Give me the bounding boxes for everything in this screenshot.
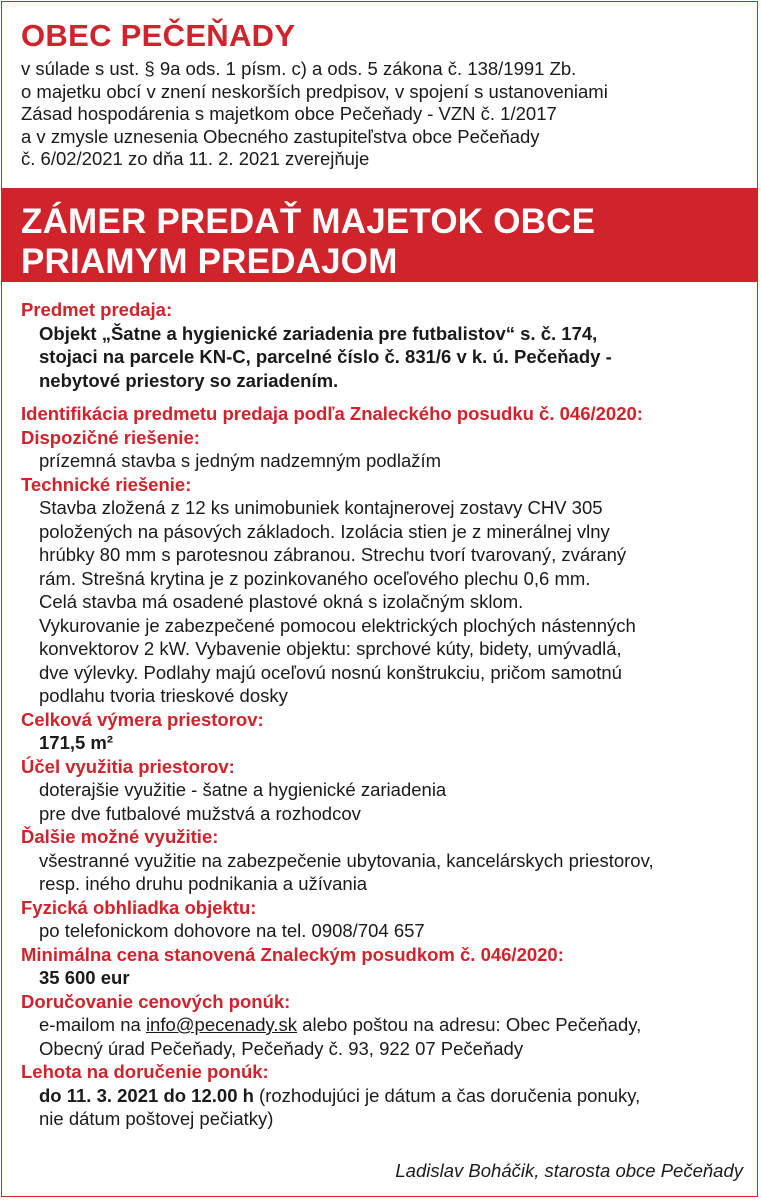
subject-line: Objekt „Šatne a hygienické zariadenia pre futbalistov“ s. č. 174, <box>39 322 598 344</box>
technical-line: položených na pásových základoch. Izolácia stien je z minerálnej vlny <box>39 520 610 542</box>
other-use-line: resp. iného druhu podnikania a užívania <box>39 873 368 894</box>
spacer <box>21 392 741 402</box>
purpose-line: doterajšie využitie - šatne a hygienické zariadenia <box>39 779 447 800</box>
notice-banner <box>2 188 757 282</box>
deadline-date: do 11. 3. 2021 do 12.00 h <box>39 1084 254 1106</box>
technical-line: Stavba zložená z 12 ks unimobuniek kontajnerovej zostavy CHV 305 <box>39 497 603 518</box>
deadline-note: (rozhodujúci je dátum a čas doručenia ponuky, <box>253 1084 641 1106</box>
inspection-line: po telefonickom dohovore na tel. 0908/704 657 <box>39 920 425 941</box>
notice-frame <box>1 1 758 1197</box>
delivery-line <box>21 1013 741 1037</box>
delivery-label: Doručovanie cenových ponúk: <box>21 990 291 1012</box>
technical-line: hrúbky 80 mm s parotesnou zábranou. Strechu tvorí tvarovaný, zváraný <box>39 544 627 565</box>
technical-line: Vykurovanie je zabezpečené pomocou elektrických plochých nástenných <box>39 614 636 636</box>
intro-line: č. 6/02/2021 zo dňa 11. 2. 2021 zverejňuje <box>21 148 370 169</box>
technical-line: dve výlevky. Podlahy majú oceľovú nosnú konštrukciu, pričom samotnú <box>39 661 622 683</box>
other-use-label: Ďalšie možné využitie: <box>21 826 219 847</box>
min-price-label: Minimálna cena stanovená Znaleckým posudkom č. 046/2020: <box>21 943 564 965</box>
deadline-note-line: nie dátum poštovej pečiatky) <box>39 1108 274 1129</box>
technical-label: Technické riešenie: <box>21 473 192 495</box>
other-use-line: všestranné využitie na zabezpečenie ubytovania, kancelárskych priestorov, <box>39 849 654 871</box>
subject-label: Predmet predaja: <box>21 299 173 320</box>
min-price-value: 35 600 eur <box>39 967 130 988</box>
purpose-line: pre dve futbalové mužstvá a rozhodcov <box>39 802 361 824</box>
municipality-title: OBEC PEČEŇADY <box>21 18 296 53</box>
email-link[interactable]: info@pecenady.sk <box>145 1014 298 1035</box>
deadline-label: Lehota na doručenie ponúk: <box>21 1061 269 1082</box>
technical-line: rám. Strešná krytina je z pozinkovaného oceľového plechu 0,6 mm. <box>39 567 591 589</box>
subject-line: stojaci na parcele KN-C, parcelné číslo č. 831/6 v k. ú. Pečeňady - <box>39 346 612 367</box>
delivery-suffix: alebo poštou na adresu: Obec Pečeňady, <box>297 1014 642 1035</box>
intro-line: o majetku obcí v znení neskorších predpisov, v spojení s ustanoveniami <box>21 80 608 102</box>
notice-header <box>2 2 757 188</box>
technical-line: podlahu tvoria trieskové dosky <box>39 685 288 706</box>
technical-line: konvektorov 2 kW. Vybavenie objektu: sprchové kúty, bidety, umývadlá, <box>39 638 622 659</box>
deadline-line <box>21 1084 741 1108</box>
inspection-label: Fyzická obhliadka objektu: <box>21 896 257 918</box>
banner-line: ZÁMER PREDAŤ MAJETOK OBCE <box>21 202 596 241</box>
layout-line: prízemná stavba s jedným nadzemným podlažím <box>39 450 442 471</box>
area-label: Celková výmera priestorov: <box>21 708 264 730</box>
banner-line: PRIAMYM PREDAJOM <box>21 242 398 281</box>
identification-label: Identifikácia predmetu predaja podľa Znaleckého posudku č. 046/2020: <box>21 403 643 424</box>
intro-line: v súlade s ust. § 9a ods. 1 písm. c) a ods. 5 zákona č. 138/1991 Zb. <box>21 58 577 79</box>
area-value: 171,5 m² <box>39 732 114 753</box>
subject-line: nebytové priestory so zariadením. <box>39 369 339 391</box>
intro-line: a v zmysle uznesenia Obecného zastupiteľstva obce Pečeňady <box>21 125 540 147</box>
delivery-address-line: Obecný úrad Pečeňady, Pečeňady č. 93, 922 07 Pečeňady <box>39 1037 524 1059</box>
delivery-prefix: e-mailom na <box>39 1014 146 1035</box>
signature: Ladislav Boháčik, starosta obce Pečeňady <box>395 1160 743 1181</box>
legal-intro <box>21 58 757 171</box>
purpose-label: Účel využitia priestorov: <box>21 755 235 777</box>
layout-label: Dispozičné riešenie: <box>21 426 200 448</box>
notice-body <box>2 282 757 1131</box>
technical-line: Celá stavba má osadené plastové okná s izolačným sklom. <box>39 591 524 612</box>
intro-line: Zásad hospodárenia s majetkom obce Pečeňady - VZN č. 1/2017 <box>21 103 557 124</box>
